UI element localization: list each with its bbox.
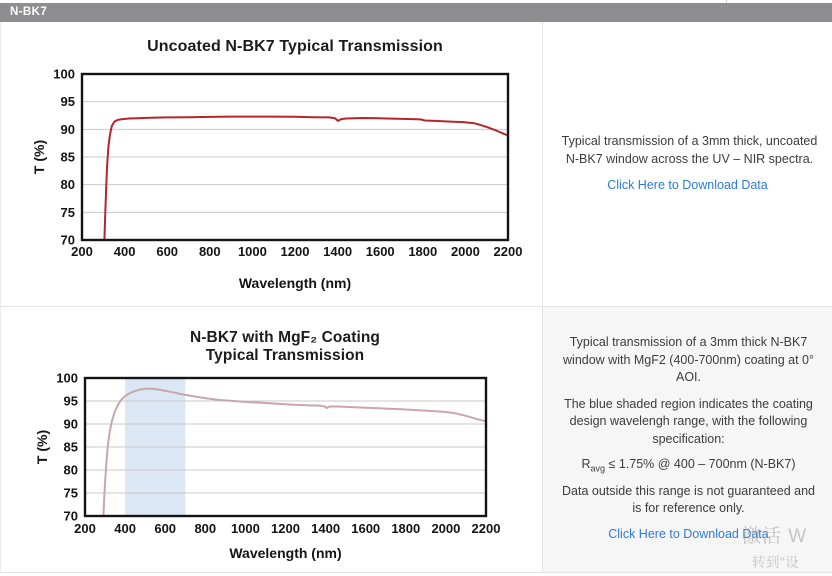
svg-text:75: 75 <box>60 204 75 220</box>
svg-text:2200: 2200 <box>493 244 523 259</box>
svg-text:70: 70 <box>63 508 78 524</box>
activation-watermark-line2: 转到"设 <box>752 555 800 570</box>
svg-text:1600: 1600 <box>365 244 395 259</box>
svg-text:2000: 2000 <box>431 521 461 536</box>
svg-text:95: 95 <box>60 94 75 110</box>
coated-transmission-chart <box>30 370 530 570</box>
coated-chart-title <box>35 329 535 365</box>
uncoated-download-link[interactable]: Click Here to Download Data <box>607 178 768 192</box>
svg-text:1400: 1400 <box>323 244 353 259</box>
uncoated-description: Typical transmission of a 3mm thick, uncoated N-BK7 window across the UV – NIR spectra. <box>561 134 818 166</box>
svg-text:Wavelength (nm): Wavelength (nm) <box>229 545 342 561</box>
svg-text:T (%): T (%) <box>34 429 50 465</box>
svg-text:400: 400 <box>113 244 136 259</box>
spec-value: ≤ 1.75% @ 400 – 700nm (N-BK7) <box>605 457 796 471</box>
svg-text:100: 100 <box>53 66 75 82</box>
svg-text:2000: 2000 <box>450 244 480 259</box>
svg-text:1800: 1800 <box>408 244 438 259</box>
svg-text:1600: 1600 <box>351 521 381 536</box>
shaded-region-note: The blue shaded region indicates the coating design wavelengh range, with the following specification: <box>564 396 813 446</box>
svg-text:80: 80 <box>60 177 75 193</box>
svg-text:T (%): T (%) <box>31 139 47 175</box>
uncoated-description-panel <box>543 22 832 306</box>
svg-text:75: 75 <box>63 485 78 501</box>
section-header-label: N-BK7 <box>10 6 48 18</box>
svg-text:2200: 2200 <box>471 521 501 536</box>
svg-text:85: 85 <box>63 439 78 455</box>
reference-note: Data outside this range is not guaranteed and is for reference only. <box>562 483 815 515</box>
bottom-divider <box>0 572 832 573</box>
svg-text:800: 800 <box>198 244 221 259</box>
svg-text:100: 100 <box>56 370 78 386</box>
svg-text:1000: 1000 <box>237 244 267 259</box>
coated-description: Typical transmission of a 3mm thick N-BK7 window with MgF2 (400-700nm) coating at 0° AOI. <box>563 335 814 384</box>
section-header <box>0 3 832 22</box>
reflectance-spec <box>560 457 817 474</box>
svg-text:1000: 1000 <box>230 521 260 536</box>
svg-text:800: 800 <box>194 521 217 536</box>
svg-text:1400: 1400 <box>311 521 341 536</box>
svg-text:1200: 1200 <box>280 244 310 259</box>
uncoated-chart-title: Uncoated N-BK7 Typical Transmission <box>147 38 443 55</box>
svg-text:400: 400 <box>114 521 136 536</box>
svg-text:200: 200 <box>71 244 93 259</box>
svg-text:90: 90 <box>63 416 78 432</box>
svg-text:95: 95 <box>63 393 78 409</box>
svg-text:Wavelength (nm): Wavelength (nm) <box>238 275 352 291</box>
svg-text:200: 200 <box>74 521 96 536</box>
svg-text:1800: 1800 <box>391 521 421 536</box>
uncoated-transmission-chart <box>30 60 530 300</box>
svg-text:80: 80 <box>63 462 78 478</box>
spec-symbol: R <box>581 457 591 471</box>
left-border <box>0 22 1 572</box>
coated-download-link[interactable]: Click Here to Download Data <box>608 526 769 541</box>
svg-text:600: 600 <box>154 521 177 536</box>
svg-text:600: 600 <box>156 244 179 259</box>
coated-chart-title-line2: Typical Transmission <box>205 347 365 364</box>
activation-watermark-line1: 激活 W <box>742 526 808 547</box>
svg-text:85: 85 <box>60 149 75 165</box>
svg-text:90: 90 <box>60 121 75 137</box>
svg-text:1200: 1200 <box>271 521 300 536</box>
svg-text:70: 70 <box>60 232 75 248</box>
spec-subscript: avg <box>590 463 606 474</box>
coated-chart-title-line1: N-BK7 with MgF₂ Coating <box>190 329 380 346</box>
